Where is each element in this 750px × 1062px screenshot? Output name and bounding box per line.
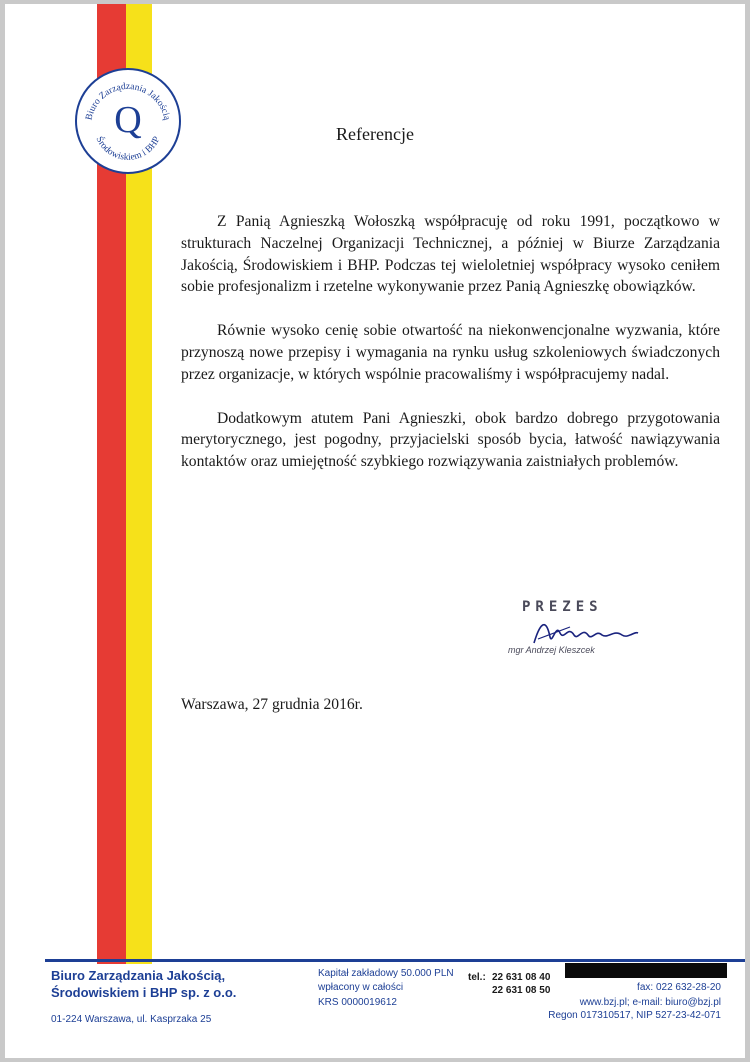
logo-arc-bottom: Środowiskiem i BHP — [93, 135, 163, 163]
footer-phone-1: 22 631 08 40 — [492, 972, 551, 983]
stamp-title: PREZES — [522, 599, 603, 615]
stamp-name: mgr Andrzej Kleszcek — [508, 645, 595, 655]
letter-page — [5, 4, 745, 1058]
letter-title: Referencje — [336, 124, 414, 144]
letter-paragraph: Równie wysoko cenię sobie otwartość na niekonwencjonalne wyzwania, które przynoszą nowe przepisy i wymagania na rynku usług szkoleniowych świadczonych przez organizacje, w których wspólnie pracowaliśmy i współpracujemy nadal. — [181, 322, 720, 383]
footer-company-name-line2: Środowiskiem i BHP sp. z o.o. — [51, 985, 237, 1000]
president-stamp — [500, 599, 670, 669]
footer-capital: Kapitał zakładowy 50.000 PLN — [318, 968, 454, 979]
footer-address: 01-224 Warszawa, ul. Kasprzaka 25 — [51, 1014, 212, 1025]
footer-divider — [45, 959, 745, 962]
letter-body — [181, 211, 720, 495]
footer-regon-nip: Regon 017310517, NIP 527-23-42-071 — [548, 1010, 721, 1021]
letter-paragraph: Z Panią Agnieszką Wołoszką współpracuję od roku 1991, początkowo w strukturach Naczelnej Organizacji Technicznej, a później w Biurze Zarządzania Jakością, Środowiskiem i BHP. Podczas tej wieloletniej współpracy wysoko ceniłem sobie profesjonalizm i rzetelne wykonywanie przez Panią Agnieszkę obowiązków. — [181, 213, 720, 296]
handwritten-signature — [530, 613, 640, 649]
redaction-bar — [565, 963, 727, 978]
letter-paragraph: Dodatkowym atutem Pani Agnieszki, obok bardzo dobrego przygotowania merytorycznego, jest pogodny, przyjacielski sposób bycia, łatwość nawiązywania kontaktów oraz umiejętność szybkiego rozwiązywania zaistniałych problemów. — [181, 409, 720, 471]
footer-krs: KRS 0000019612 — [318, 997, 397, 1008]
footer-fax: fax: 022 632-28-20 — [637, 982, 721, 993]
company-logo — [73, 66, 183, 176]
logo-letter: Q — [114, 99, 142, 141]
logo-arc-top: Biuro Zarządzania Jakością — [84, 81, 172, 122]
footer-website-email: www.bzj.pl; e-mail: biuro@bzj.pl — [579, 997, 721, 1008]
footer-phone-2: 22 631 08 50 — [492, 985, 551, 996]
letter-date: Warszawa, 27 grudnia 2016r. — [181, 696, 363, 713]
footer-capital-paid: wpłacony w całości — [318, 982, 404, 993]
footer-tel-label: tel.: — [468, 972, 486, 983]
footer-company-name-line1: Biuro Zarządzania Jakością, — [51, 968, 226, 983]
